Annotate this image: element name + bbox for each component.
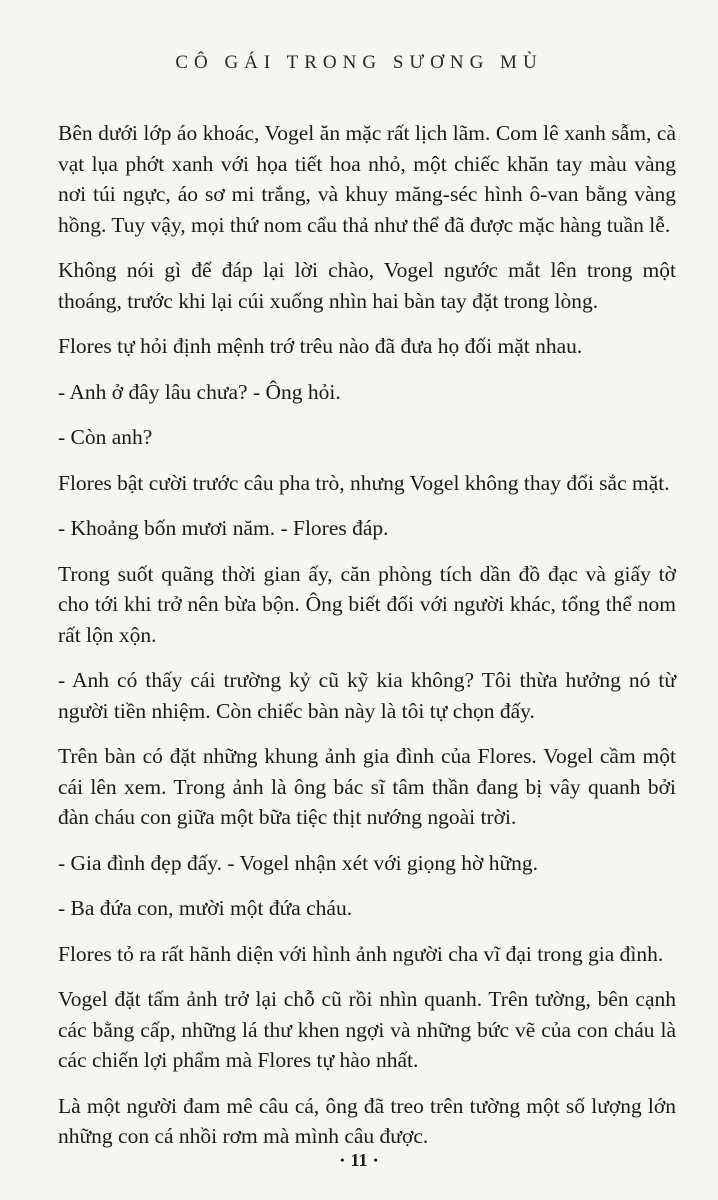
body-text <box>58 118 676 1167</box>
bullet-ornament: • <box>340 1153 345 1167</box>
paragraph: Là một người đam mê câu cá, ông đã treo trên tường một số lượng lớn những con cá nhồi rơm mà mình câu được. <box>58 1093 676 1148</box>
dialogue-line: - Anh ở đây lâu chưa? - Ông hỏi. <box>58 379 341 404</box>
running-head-title: CÔ GÁI TRONG SƯƠNG MÙ <box>175 52 543 73</box>
dialogue-line: - Gia đình đẹp đấy. - Vogel nhận xét với giọng hờ hững. <box>58 850 539 875</box>
dialogue-line: - Còn anh? <box>58 425 153 449</box>
paragraph: Flores tự hỏi định mệnh trớ trêu nào đã đưa họ đối mặt nhau. <box>58 334 583 358</box>
paragraph: Vogel đặt tấm ảnh trở lại chỗ cũ rồi nhìn quanh. Trên tường, bên cạnh các bằng cấp, những lá thư khen ngợi và những bức vẽ của con cháu là các chiến lợi phẩm mà Flores tự hào nhất. <box>58 987 676 1072</box>
paragraph: Flores tỏ ra rất hãnh diện với hình ảnh người cha vĩ đại trong gia đình. <box>58 941 664 966</box>
paragraph: Flores bật cười trước câu pha trò, nhưng Vogel không thay đổi sắc mặt. <box>58 470 670 495</box>
paragraph: Không nói gì để đáp lại lời chào, Vogel ngước mắt lên trong một thoáng, trước khi lại cúi xuống nhìn hai bàn tay đặt trong lòng. <box>58 258 676 313</box>
paragraph: Bên dưới lớp áo khoác, Vogel ăn mặc rất lịch lãm. Com lê xanh sẫm, cà vạt lụa phớt xanh với họa tiết hoa nhỏ, một chiếc khăn tay màu vàng nơi túi ngực, áo sơ mi trắng, và khuy măng-séc hình ô-van bằng vàng hồng. Tuy vậy, mọi thứ nom cẩu thả như thể đã được mặc hàng tuần lễ. <box>58 121 676 237</box>
dialogue-line: - Khoảng bốn mươi năm. - Flores đáp. <box>58 516 389 540</box>
dialogue-line: - Ba đứa con, mười một đứa cháu. <box>58 896 353 920</box>
dialogue-line: - Anh có thấy cái trường kỷ cũ kỹ kia không? Tôi thừa hưởng nó từ người tiền nhiệm. Còn chiếc bàn này là tôi tự chọn đấy. <box>58 668 676 723</box>
paragraph: Trên bàn có đặt những khung ảnh gia đình của Flores. Vogel cầm một cái lên xem. Trong ảnh là ông bác sĩ tâm thần đang bị vây quanh bởi đàn cháu con giữa một bữa tiệc thịt nướng ngoài trời. <box>58 744 676 829</box>
page-number-value: 11 <box>350 1150 368 1170</box>
bullet-ornament: • <box>373 1153 378 1167</box>
page-number <box>0 1150 718 1171</box>
paragraph: Trong suốt quãng thời gian ấy, căn phòng tích dần đồ đạc và giấy tờ cho tới khi trở nên bừa bộn. Ông biết đối với người khác, tổng thể nom rất lộn xộn. <box>58 561 676 647</box>
